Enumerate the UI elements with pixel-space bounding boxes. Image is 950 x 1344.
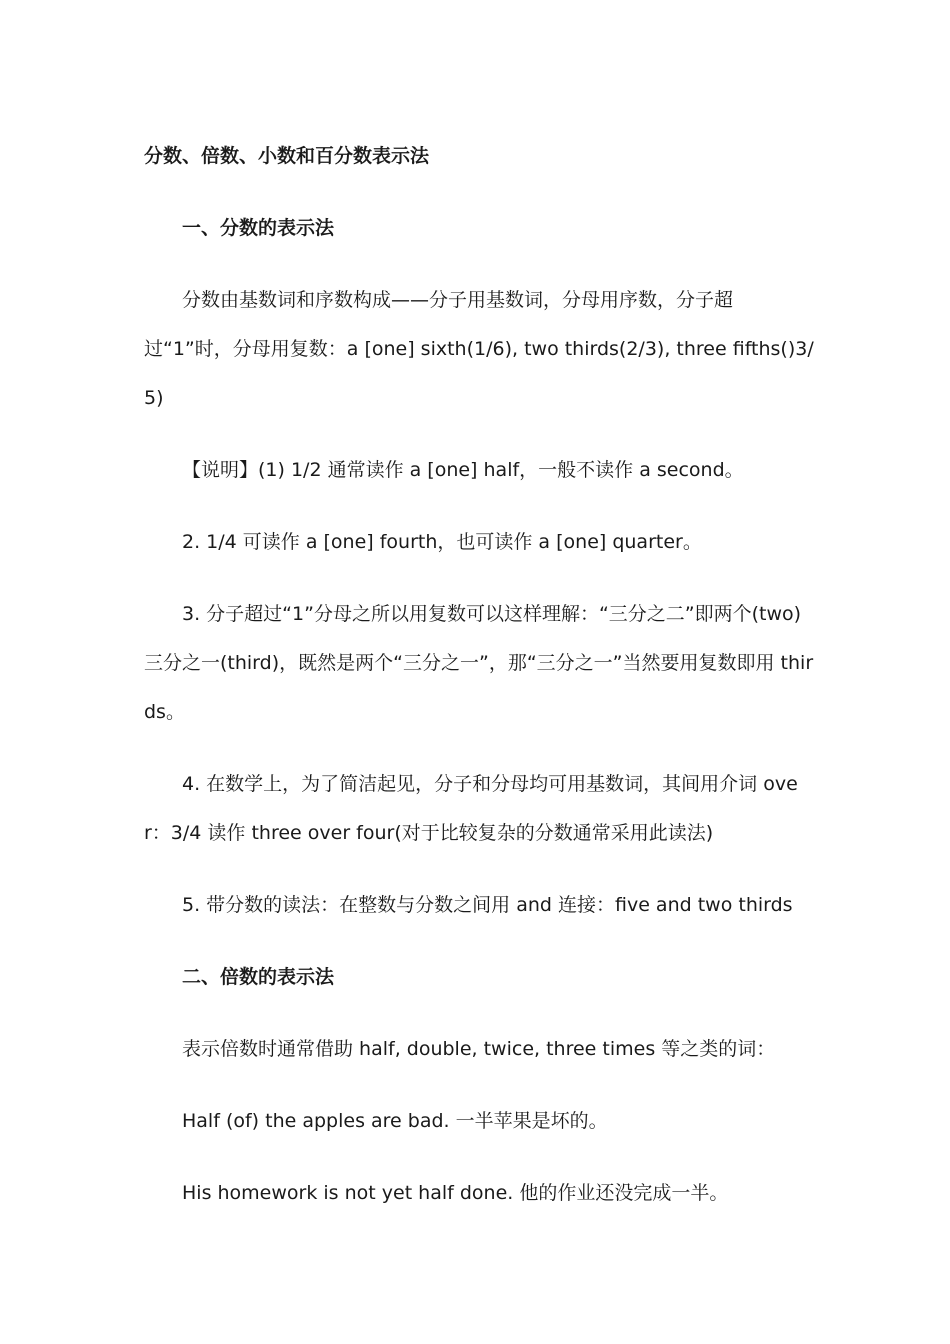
section-heading-fractions: 一、分数的表示法 <box>182 217 335 239</box>
paragraph-multiples-intro: 表示倍数时通常借助 half, double, twice, three times 等之类的词： <box>182 1038 776 1060</box>
paragraph-note-2: 2. 1/4 可读作 a [one] fourth，也可读作 a [one] quarter。 <box>182 531 702 553</box>
paragraph-note-3: 3. 分子超过“1”分母之所以用复数可以这样理解：“三分之二”即两个(two)三分之一(third)，既然是两个“三分之一”，那“三分之一”当然要用复数即用 thirds。 <box>144 603 814 723</box>
paragraph-note-1: 【说明】(1) 1/2 通常读作 a [one] half，一般不读作 a second。 <box>182 459 744 481</box>
paragraph-note-5: 5. 带分数的读法：在整数与分数之间用 and 连接：five and two thirds <box>182 894 793 916</box>
paragraph-fraction-intro: 分数由基数词和序数构成——分子用基数词，分母用序数，分子超过“1”时，分母用复数：a [one] sixth(1/6), two thirds(2/3), three fifths()3/5) <box>144 289 814 409</box>
document-body <box>144 132 816 1241</box>
section-heading-multiples: 二、倍数的表示法 <box>182 966 335 988</box>
document-title: 分数、倍数、小数和百分数表示法 <box>144 145 430 167</box>
paragraph-note-4: 4. 在数学上，为了简洁起见，分子和分母均可用基数词，其间用介词 over：3/4 读作 three over four(对于比较复杂的分数通常采用此读法) <box>144 773 798 844</box>
paragraph-example-1: Half (of) the apples are bad. 一半苹果是坏的。 <box>182 1110 608 1132</box>
paragraph-example-2: His homework is not yet half done. 他的作业还没完成一半。 <box>182 1182 729 1204</box>
